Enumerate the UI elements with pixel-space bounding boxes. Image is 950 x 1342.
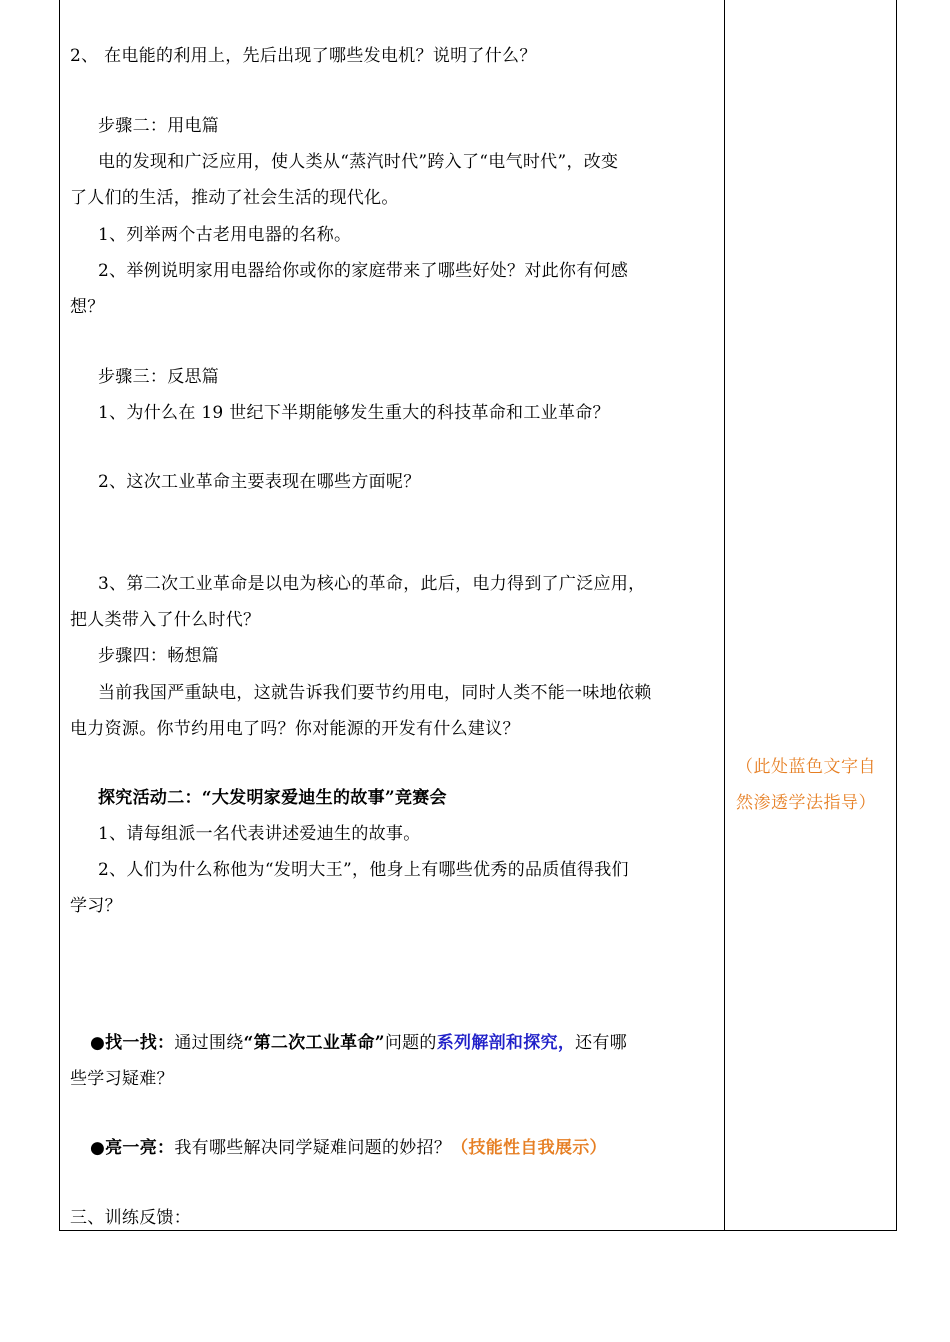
step-three-question-2: 2、这次工业革命主要表现在哪些方面呢？	[98, 472, 421, 492]
find-label: ●找一找：	[90, 1033, 175, 1053]
find-blue-highlight: 系列解剖和探究，	[436, 1033, 576, 1053]
step-two-heading: 步骤二：用电篇	[98, 116, 220, 136]
activity-two-heading: 探究活动二：“大发明家爱迪生的故事”竞赛会	[98, 788, 447, 808]
find-text-1: 通过围绕	[174, 1033, 244, 1053]
step-three-question-3b: 把人类带入了什么时代？	[70, 610, 261, 630]
find-bold-topic: “第二次工业革命”	[243, 1033, 385, 1053]
paragraph-electricity-2: 了人们的生活，推动了社会生活的现代化。	[70, 188, 399, 208]
show-label: ●亮一亮：	[90, 1138, 175, 1158]
find-text-2: 问题的	[384, 1033, 437, 1053]
side-note	[736, 749, 886, 821]
step-three-question-1: 1、为什么在 19 世纪下半期能够发生重大的科技革命和工业革命？	[98, 403, 610, 423]
step-three-question-3a: 3、第二次工业革命是以电为核心的革命，此后，电力得到了广泛应用，	[98, 574, 646, 594]
show-orange-note: （技能性自我展示）	[451, 1138, 607, 1158]
step-three-heading: 步骤三：反思篇	[98, 367, 220, 387]
show-text: 我有哪些解决同学疑难问题的妙招？	[174, 1138, 452, 1158]
side-note-line-1: （此处蓝色文字自	[736, 757, 876, 777]
step-four-heading: 步骤四：畅想篇	[98, 646, 220, 666]
find-section-line-1	[90, 1025, 627, 1061]
activity-two-question-2b: 学习？	[70, 896, 122, 916]
paragraph-electricity-1: 电的发现和广泛应用，使人类从“蒸汽时代”跨入了“电气时代”，改变	[98, 152, 619, 172]
training-feedback-heading: 三、训练反馈：	[70, 1208, 192, 1228]
step-two-question-2a: 2、举例说明家用电器给你或你的家庭带来了哪些好处？对此你有何感	[98, 261, 629, 281]
find-section-line-2: 些学习疑难？	[70, 1069, 174, 1089]
column-divider	[724, 0, 725, 1231]
show-section-line	[90, 1130, 607, 1166]
activity-two-question-1: 1、请每组派一名代表讲述爱迪生的故事。	[98, 824, 421, 844]
question-generators: 2、 在电能的利用上，先后出现了哪些发电机？说明了什么？	[70, 46, 537, 66]
activity-two-question-2a: 2、人们为什么称他为“发明大王”，他身上有哪些优秀的品质值得我们	[98, 860, 629, 880]
paragraph-saving-1: 当前我国严重缺电，这就告诉我们要节约用电，同时人类不能一味地依赖	[98, 683, 652, 703]
find-text-3: 还有哪	[575, 1033, 628, 1053]
step-two-question-2b: 想？	[70, 297, 105, 317]
side-note-line-2: 然渗透学法指导）	[736, 793, 876, 813]
step-two-question-1: 1、列举两个古老用电器的名称。	[98, 225, 352, 245]
paragraph-saving-2: 电力资源。你节约用电了吗？你对能源的开发有什么建议？	[70, 719, 520, 739]
